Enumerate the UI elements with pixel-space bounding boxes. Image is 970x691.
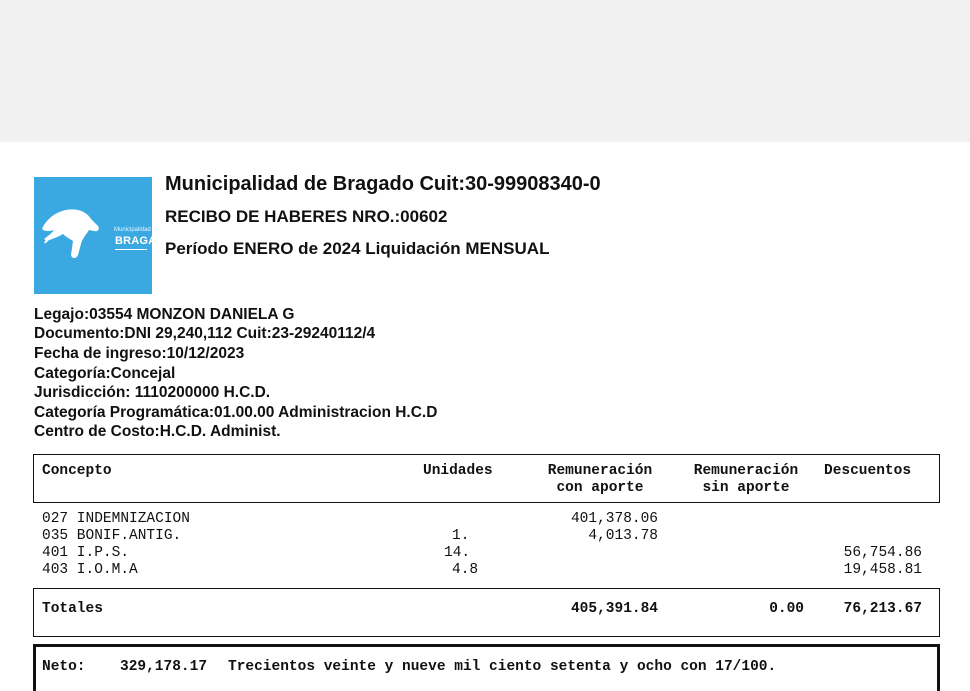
fecha-ingreso-line: Fecha de ingreso:10/12/2023 [34, 345, 245, 362]
row-unidades: 4.8 [452, 562, 479, 578]
header-rem-sin-aporte-1: Remuneración [693, 463, 799, 479]
row-unidades: 14. [444, 545, 471, 561]
document-title: Municipalidad de Bragado Cuit:30-99908340-0 [165, 173, 601, 195]
municipality-logo [34, 177, 174, 294]
logo-small-text: Municipalidad de [114, 227, 160, 233]
neto-words: Trecientos veinte y nueve mil ciento setenta y ocho con 17/100. [228, 659, 777, 675]
neto-label: Neto: [42, 659, 86, 675]
row-concepto: 403 I.O.M.A [42, 562, 138, 578]
categoria-line: Categoría:Concejal [34, 365, 176, 382]
row-descuentos: 56,754.86 [843, 545, 922, 561]
categoria-programatica-line: Categoría Programática:01.00.00 Administracion H.C.D [34, 404, 438, 421]
centro-costo-line: Centro de Costo:H.C.D. Administ. [34, 423, 281, 440]
legajo-line: Legajo:03554 MONZON DANIELA G [34, 306, 295, 323]
row-con-aporte: 401,378.06 [570, 511, 658, 527]
jurisdiccion-line: Jurisdicción: 1110200000 H.C.D. [34, 384, 271, 401]
totals-con-aporte: 405,391.84 [570, 601, 658, 617]
documento-line: Documento:DNI 29,240,112 Cuit:23-29240112/4 [34, 325, 376, 342]
period-line: Período ENERO de 2024 Liquidación MENSUAL [165, 239, 550, 258]
totals-label: Totales [42, 601, 103, 617]
logo-city-text: BRAGADO [115, 235, 174, 247]
header-rem-sin-aporte-2: sin aporte [702, 480, 790, 496]
header-unidades: Unidades [423, 463, 493, 479]
row-concepto: 401 I.P.S. [42, 545, 130, 561]
header-rem-con-aporte-1: Remuneración [547, 463, 653, 479]
top-background-band [0, 0, 970, 142]
totals-descuentos: 76,213.67 [843, 601, 922, 617]
row-descuentos: 19,458.81 [843, 562, 922, 578]
receipt-number: RECIBO DE HABERES NRO.:00602 [165, 207, 448, 226]
row-con-aporte: 4,013.78 [588, 528, 658, 544]
totals-sin-aporte: 0.00 [769, 601, 804, 617]
header-rem-con-aporte-2: con aporte [556, 480, 644, 496]
logo-underline [115, 249, 147, 250]
row-concepto: 035 BONIF.ANTIG. [42, 528, 182, 544]
neto-amount: 329,178.17 [120, 659, 208, 675]
row-concepto: 027 INDEMNIZACION [42, 511, 190, 527]
header-concepto: Concepto [42, 463, 112, 479]
row-unidades: 1. [452, 528, 470, 544]
header-descuentos: Descuentos [824, 463, 912, 479]
